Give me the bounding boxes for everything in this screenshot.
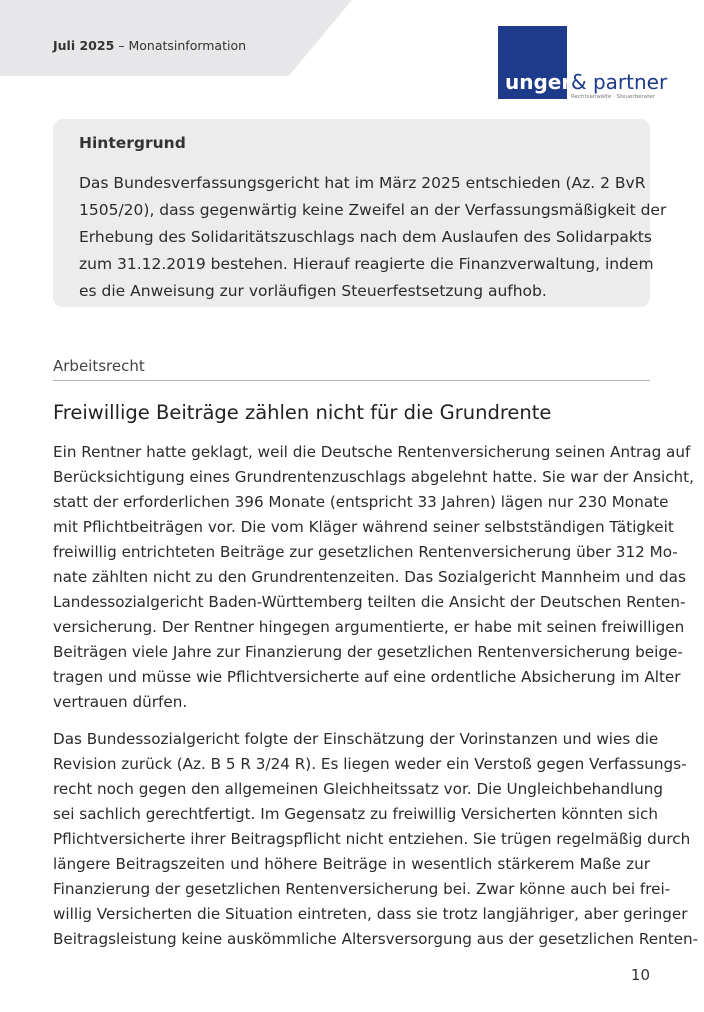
paragraph-line: versicherung. Der Rentner hingegen argumentierte, er habe mit seinen freiwilligen [53,618,685,636]
header-subtitle: Monatsinformation [128,38,247,53]
paragraph-line: tragen und müsse wie Pflichtversicherte auf eine ordentliche Absicherung im Alter [53,668,681,686]
box-line: 1505/20), dass gegenwärtig keine Zweifel an der Verfassungsmäßigkeit der [79,201,667,219]
header-date: Juli 2025 [53,38,115,53]
paragraph-line: sei sachlich gerechtfertigt. Im Gegensatz zu freiwillig Versicherten könnten sich [53,805,658,823]
box-line: zum 31.12.2019 bestehen. Hierauf reagierte die Finanzverwaltung, indem [79,255,654,273]
article-headline: Freiwillige Beiträge zählen nicht für die Grundrente [53,401,552,424]
article-body [53,440,699,952]
paragraph-line: Pflichtversicherte ihrer Beitragspflicht nicht entziehen. Sie trügen regelmäßig durch [53,830,691,848]
paragraph-line: vertrauen dürfen. [53,693,188,711]
box-line: es die Anweisung zur vorläufigen Steuerfestsetzung aufhob. [79,282,547,300]
box-line: Das Bundesverfassungsgericht hat im März 2025 entschieden (Az. 2 BvR [79,174,646,192]
header-separator: – [114,38,129,53]
paragraph-line: Berücksichtigung eines Grundrentenzuschlags abgelehnt hatte. Sie war der Ansicht, [53,468,694,486]
paragraph-line: nate zählten nicht zu den Grundrentenzeiten. Das Sozialgericht Mannheim und das [53,568,686,586]
paragraph-line: willig Versicherten die Situation eintreten, dass sie trotz langjähriger, aber geringer [53,905,688,923]
logo-main-text: unger [505,70,572,94]
box-text [79,170,667,305]
paragraph-line: freiwillig entrichteten Beiträge zur gesetzlichen Rentenversicherung über 312 Mo- [53,543,678,561]
section-label: Arbeitsrecht [53,357,145,375]
logo-partner-text: & partner [571,70,668,94]
page-number: 10 [630,966,650,984]
paragraph-line: recht noch gegen den allgemeinen Gleichheitssatz vor. Die Ungleichbehandlung [53,780,663,798]
box-title: Hintergrund [79,134,186,152]
paragraph-line: Das Bundessozialgericht folgte der Einschätzung der Vorinstanzen und wies die [53,730,659,748]
paragraph-line: Beiträgen viele Jahre zur Finanzierung der gesetzlichen Rentenversicherung beige- [53,643,683,661]
paragraph-line: statt der erforderlichen 396 Monate (entspricht 33 Jahren) lägen nur 230 Monate [53,493,669,511]
paragraph-line: Ein Rentner hatte geklagt, weil die Deutsche Rentenversicherung seinen Antrag auf [53,443,691,461]
paragraph-gap [53,715,650,727]
paragraph-line: mit Pflichtbeiträgen vor. Die vom Kläger während seiner selbstständigen Tätigkeit [53,518,674,536]
section-divider [53,380,650,381]
paragraph-line: Revision zurück (Az. B 5 R 3/24 R). Es liegen weder ein Verstoß gegen Verfassungs- [53,755,687,773]
logo-subtitle: Rechtsanwälte · Steuerberater [571,94,655,100]
header-line [53,38,246,53]
paragraph-line: längere Beitragszeiten und höhere Beiträge in wesentlich stärkerem Maße zur [53,855,650,873]
paragraph-line: Landessozialgericht Baden-Württemberg teilten die Ansicht der Deutschen Renten- [53,593,686,611]
paragraph-line: Finanzierung der gesetzlichen Rentenversicherung bei. Zwar könne auch bei frei- [53,880,671,898]
paragraph-line: Beitragsleistung keine auskömmliche Altersversorgung aus der gesetzlichen Renten- [53,930,699,948]
box-line: Erhebung des Solidaritätszuschlags nach dem Auslaufen des Solidarpakts [79,228,652,246]
